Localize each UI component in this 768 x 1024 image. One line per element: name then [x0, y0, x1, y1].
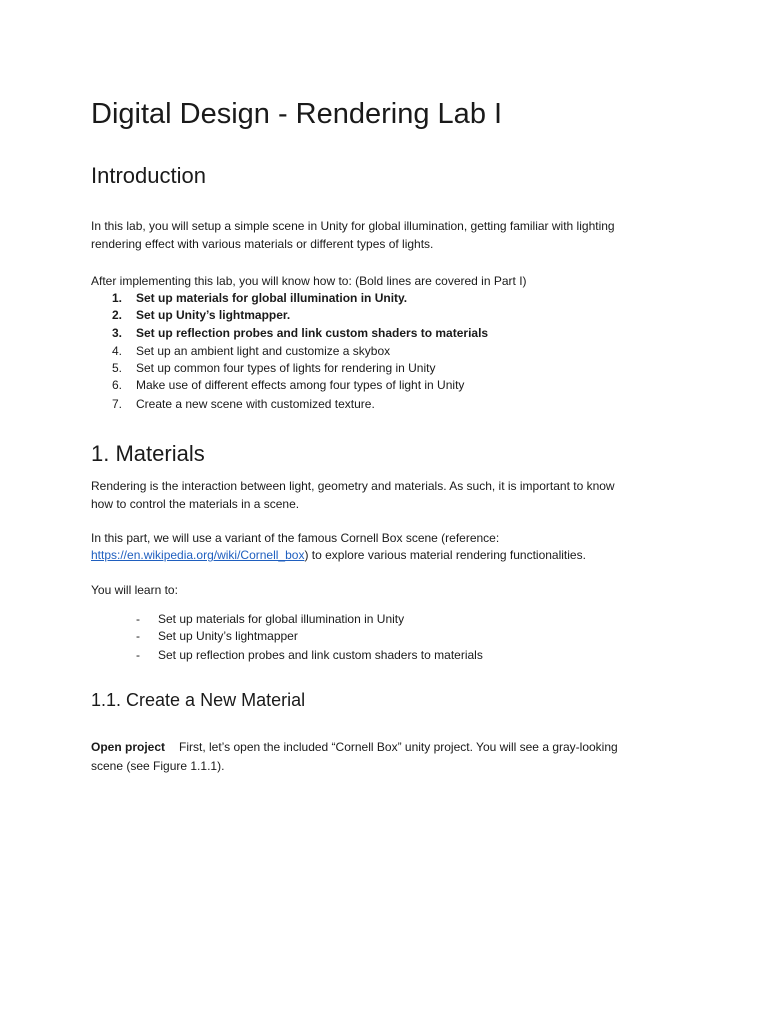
bullet-text: Set up materials for global illumination in Unity — [158, 612, 405, 626]
list-item-number: 1. — [112, 291, 123, 305]
materials-heading: 1. Materials — [91, 441, 205, 466]
list-item-number: 2. — [112, 308, 123, 322]
intro-paragraph-line-1: In this lab, you will setup a simple scene in Unity for global illumination, getting familiar with lighting — [91, 219, 615, 233]
list-item-text: Set up Unity’s lightmapper. — [136, 308, 291, 322]
list-item-number: 5. — [112, 361, 123, 375]
intro-heading: Introduction — [91, 163, 206, 188]
materials-paragraph-line-1: Rendering is the interaction between light, geometry and materials. As such, it is important to know — [91, 479, 615, 493]
list-item-text: Set up materials for global illumination in Unity. — [136, 291, 408, 305]
cornell-box-link[interactable]: https://en.wikipedia.org/wiki/Cornell_box — [91, 548, 305, 562]
create-material-heading: 1.1. Create a New Material — [91, 690, 306, 710]
intro-objectives-lead: After implementing this lab, you will know how to: (Bold lines are covered in Part I) — [91, 274, 527, 288]
list-item-number: 3. — [112, 326, 123, 340]
bullet-text: Set up reflection probes and link custom shaders to materials — [158, 648, 483, 662]
materials-paragraph-line-2: how to control the materials in a scene. — [91, 497, 300, 511]
list-item-text: Set up common four types of lights for rendering in Unity — [136, 361, 436, 375]
list-item-text: Make use of different effects among four types of light in Unity — [136, 378, 465, 392]
open-project-label: Open project — [91, 740, 166, 754]
list-item-number: 7. — [112, 397, 123, 411]
bullet-dash: - — [136, 648, 140, 662]
bullet-dash: - — [136, 629, 140, 643]
cornell-paragraph-line-1: In this part, we will use a variant of the famous Cornell Box scene (reference: — [91, 531, 500, 545]
cornell-paragraph-line-2 — [91, 546, 586, 564]
open-project-paragraph-line-2: scene (see Figure 1.1.1). — [91, 759, 225, 773]
intro-paragraph-line-2: rendering effect with various materials or different types of lights. — [91, 237, 434, 251]
bullet-text: Set up Unity’s lightmapper — [158, 629, 298, 643]
learn-label: You will learn to: — [91, 583, 178, 597]
open-project-text: First, let’s open the included “Cornell Box” unity project. You will see a gray-looking — [179, 740, 618, 754]
document-title: Digital Design - Rendering Lab I — [91, 98, 503, 130]
bullet-dash: - — [136, 612, 140, 626]
list-item-text: Set up an ambient light and customize a skybox — [136, 344, 391, 358]
cornell-paragraph-rest: ) to explore various material rendering functionalities. — [304, 548, 586, 562]
list-item-number: 4. — [112, 344, 123, 358]
list-item-text: Set up reflection probes and link custom shaders to materials — [136, 326, 489, 340]
list-item-number: 6. — [112, 378, 123, 392]
list-item-text: Create a new scene with customized texture. — [136, 397, 375, 411]
open-project-paragraph-line-1 — [91, 738, 618, 756]
